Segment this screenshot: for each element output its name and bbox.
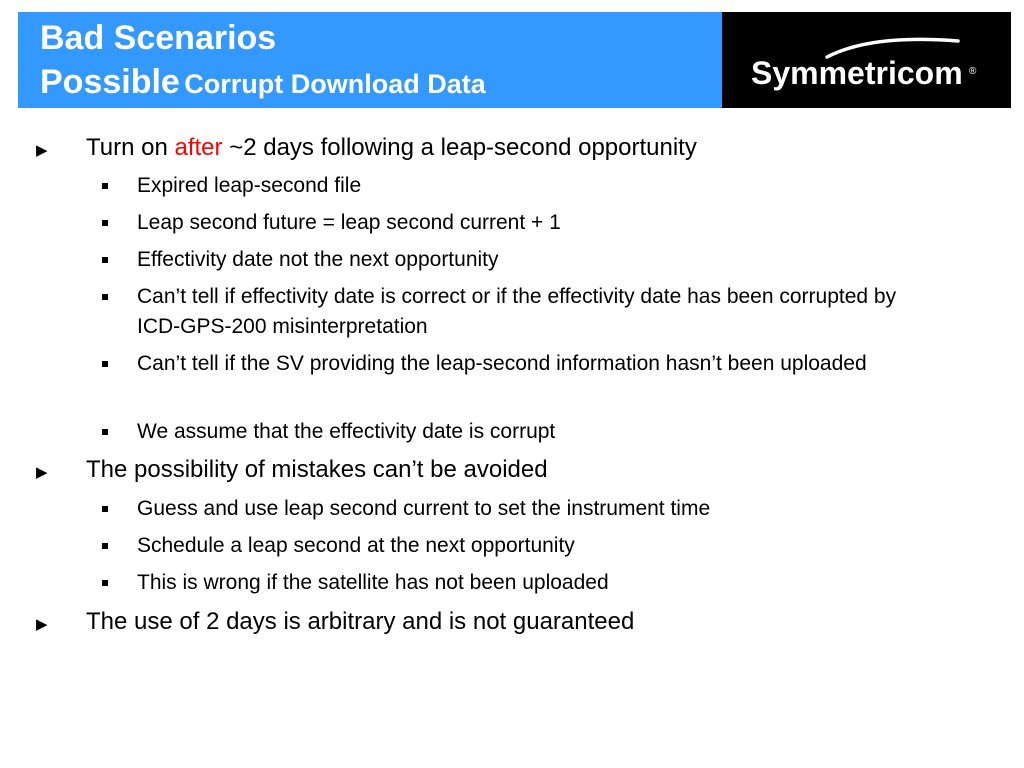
slide-title: Bad Scenarios — [40, 19, 277, 57]
square-bullet-icon — [102, 183, 108, 189]
square-bullet-icon — [102, 580, 108, 586]
sub-item: This is wrong if the satellite has not been uploaded — [137, 571, 609, 594]
subtitle-bold: Possible — [40, 63, 180, 101]
sub-item: Effectivity date not the next opportunity — [137, 248, 499, 271]
logo-text: Symmetricom — [751, 55, 963, 91]
triangle-bullet-icon: ▶ — [36, 142, 48, 159]
sub-item: Can’t tell if effectivity date is correct or if the effectivity date has been corrupted by ICD-GPS-200 misinterpretation — [137, 285, 897, 338]
square-bullet-icon — [102, 220, 108, 226]
bullet-item-1 — [86, 134, 697, 162]
sub-item: Can’t tell if the SV providing the leap-second information hasn’t been uploaded — [137, 352, 867, 375]
sub-item: We assume that the effectivity date is corrupt — [137, 420, 556, 443]
logo-registered-mark: ® — [969, 66, 977, 77]
square-bullet-icon — [102, 257, 108, 263]
sub-item: Expired leap-second file — [137, 174, 362, 197]
bullet-item-2: The possibility of mistakes can’t be avoided — [86, 456, 548, 483]
square-bullet-icon — [102, 294, 108, 300]
square-bullet-icon — [102, 506, 108, 512]
bullet-item-1-prefix: Turn on — [86, 134, 175, 161]
sub-item: Guess and use leap second current to set the instrument time — [137, 497, 711, 520]
bullet-item-1-suffix: ~2 days following a leap-second opportunity — [222, 134, 697, 161]
square-bullet-icon — [102, 543, 108, 549]
triangle-bullet-icon: ▶ — [36, 464, 48, 481]
square-bullet-icon — [102, 429, 108, 435]
square-bullet-icon — [102, 361, 108, 367]
bullet-item-3: The use of 2 days is arbitrary and is not guaranteed — [86, 608, 635, 635]
sub-item: Leap second future = leap second current + 1 — [137, 211, 561, 234]
sub-item: Schedule a leap second at the next opportunity — [137, 534, 575, 557]
subtitle-rest: Corrupt Download Data — [184, 69, 486, 99]
triangle-bullet-icon: ▶ — [36, 616, 48, 633]
bullet-item-1-highlight: after — [174, 134, 223, 161]
